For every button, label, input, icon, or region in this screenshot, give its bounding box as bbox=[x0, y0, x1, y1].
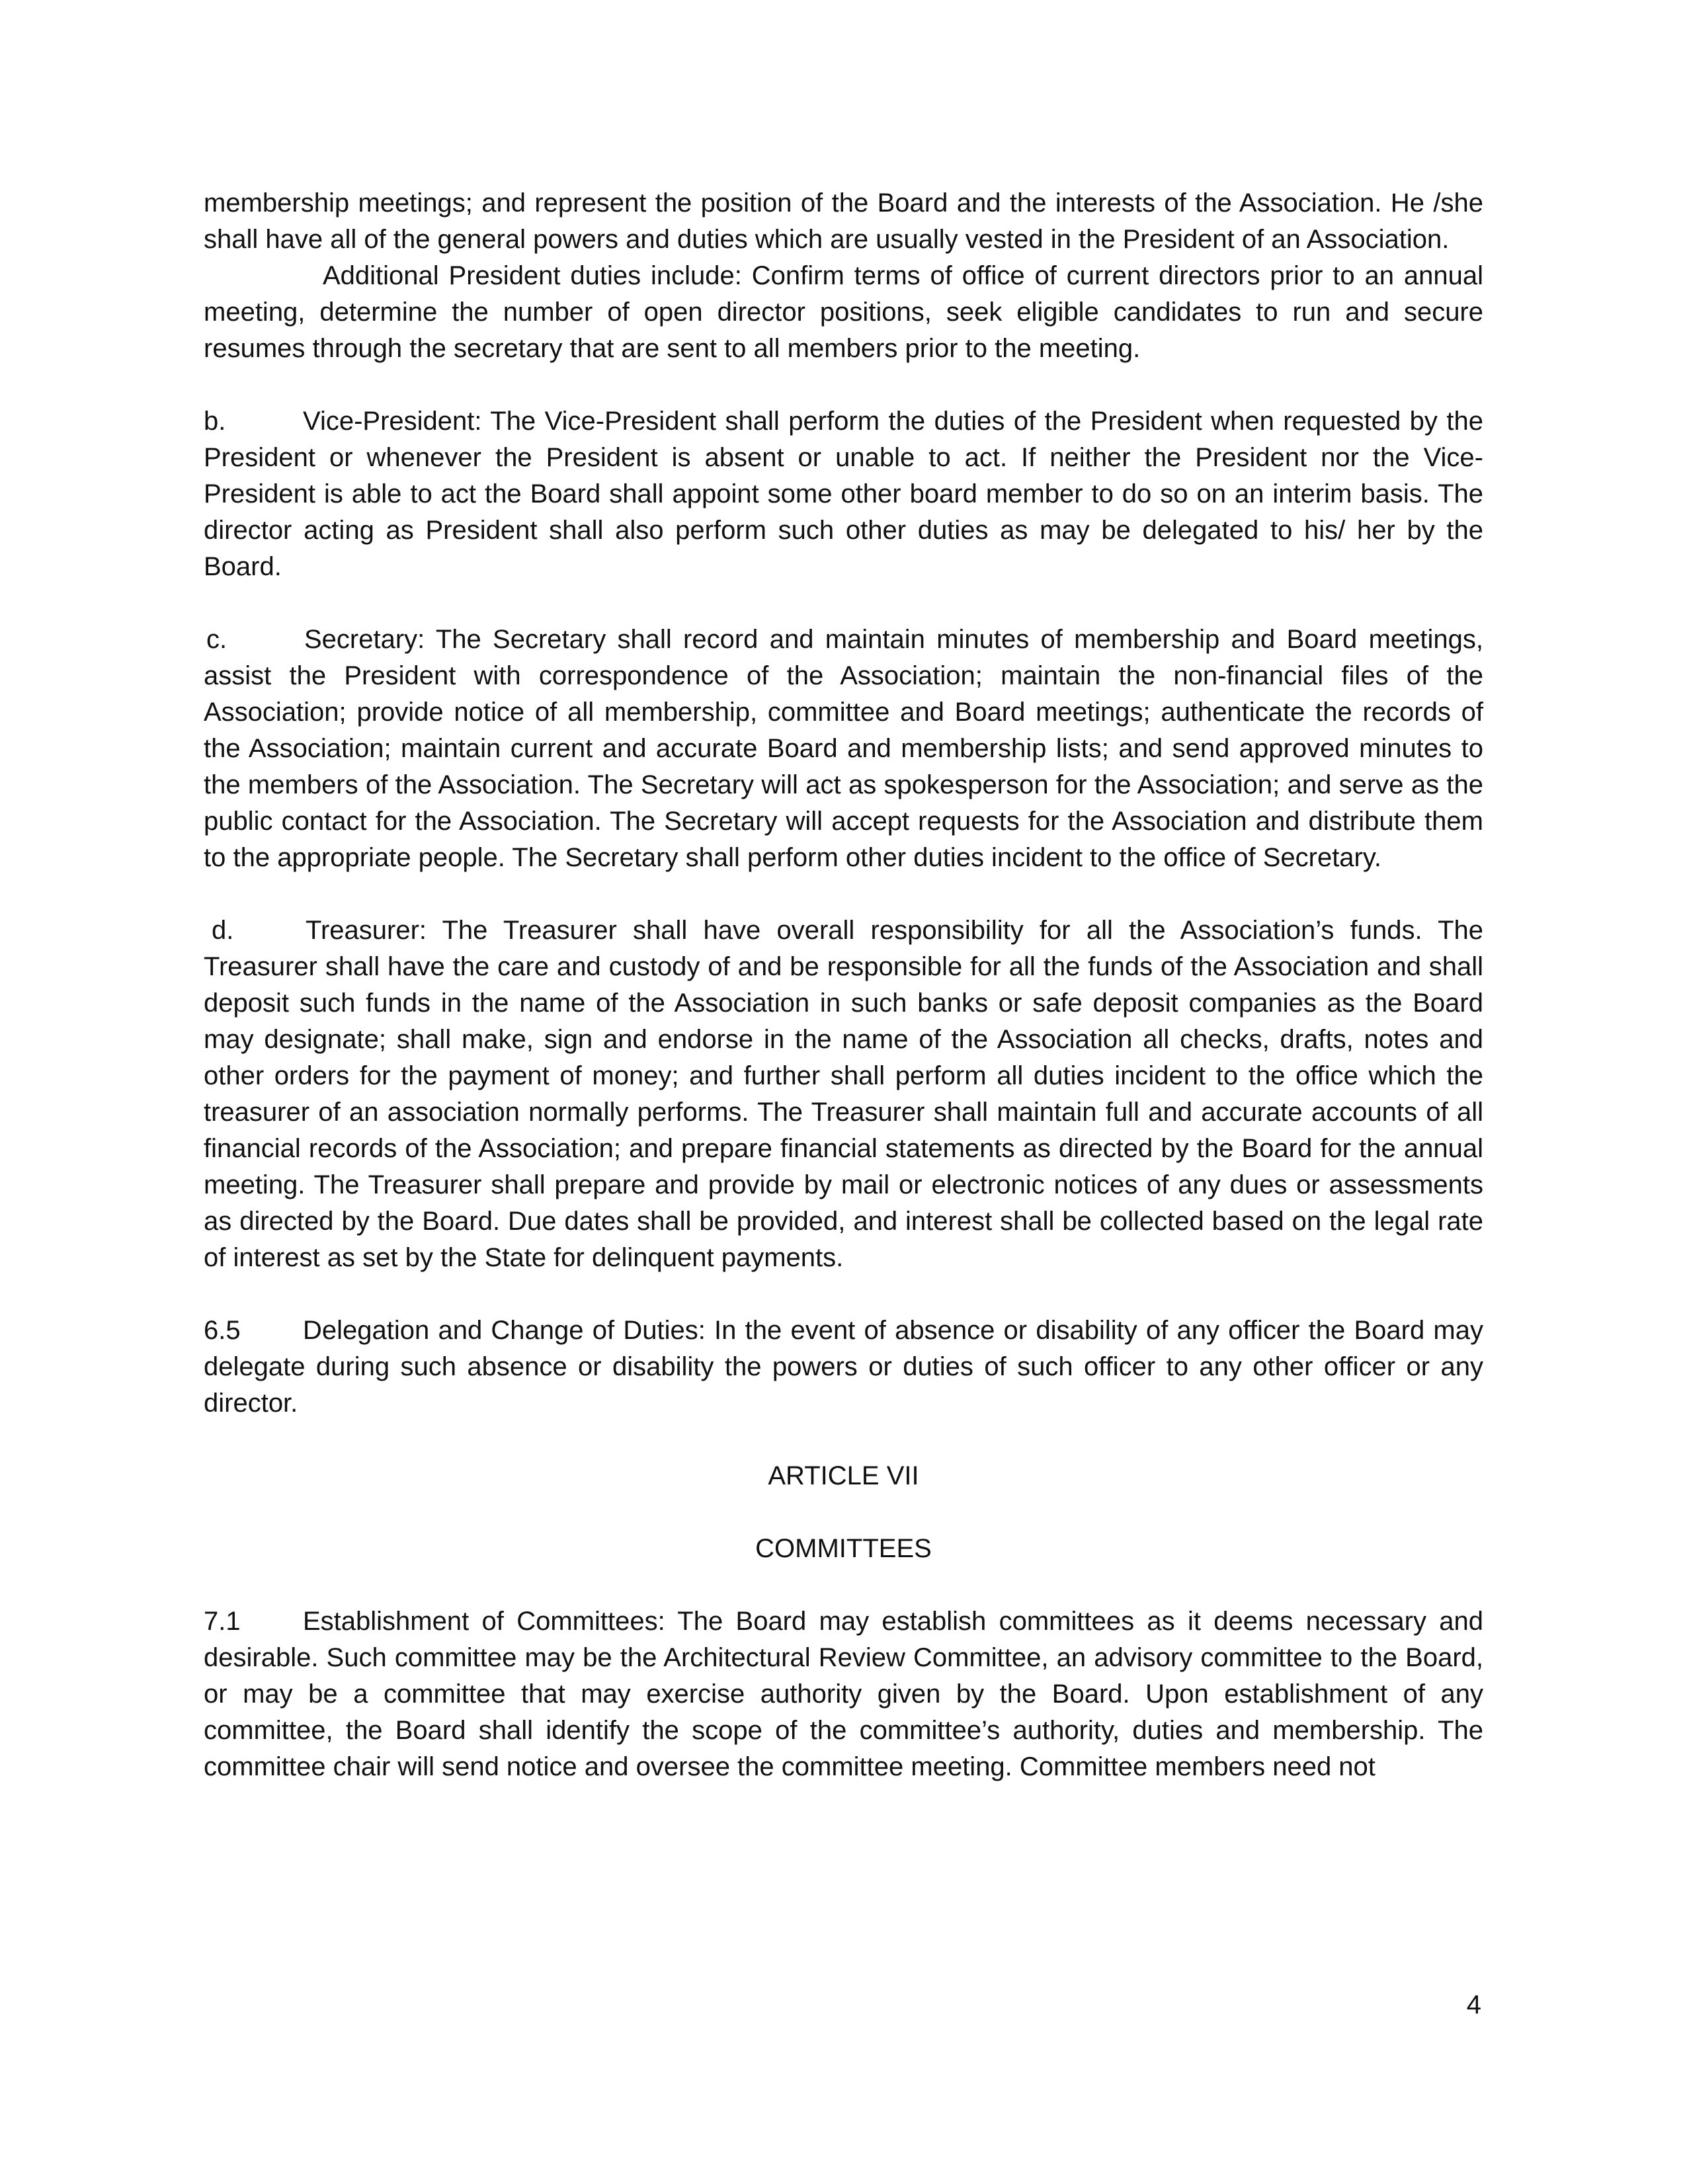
article-title: COMMITTEES bbox=[755, 1534, 932, 1563]
section-6-5-delegation bbox=[204, 1313, 1483, 1422]
paragraph-president-continuation: membership meetings; and represent the position of the Board and the interests of the Association. He /she shall have all of the general powers and duties which are usually vested in the President of an Association. bbox=[204, 188, 1483, 254]
section-text: Secretary: The Secretary shall record and maintain minutes of membership and Board meetings, assist the President with correspondence of the Association; maintain the non-financial files of the Association; provide notice of all membership, committee and Board meetings; authenticate the records of the Association; maintain current and accurate Board and membership lists; and send approved minutes to the members of the Association. The Secretary will act as spokesperson for the Association; and serve as the public contact for the Association. The Secretary will accept requests for the Association and distribute them to the appropriate people. The Secretary shall perform other duties incident to the office of Secretary. bbox=[204, 625, 1483, 872]
section-text: Vice-President: The Vice-President shall perform the duties of the President when requested by the President or whenever the President is absent or unable to act. If neither the President nor the Vice-President is able to act the Board shall appoint some other board member to do so on an interim basis. The director acting as President shall also perform such other duties as may be delegated to his/ her by the Board. bbox=[204, 407, 1483, 581]
document-body bbox=[204, 185, 1483, 1785]
article-heading: ARTICLE VII bbox=[768, 1461, 919, 1490]
paragraph-additional-president-duties: Additional President duties include: Confirm terms of office of current directors prior to an annual meeting, determine the number of open director positions, seek eligible candidates to run and secure resumes through the secretary that are sent to all members prior to the meeting. bbox=[204, 261, 1483, 363]
section-text: Establishment of Committees: The Board may establish committees as it deems necessary and desirable. Such committee may be the Architectural Review Committee, an advisory committee to the Board, or may be a committee that may exercise authority given by the Board. Upon establishment of any committee, the Board shall identify the scope of the committee’s authority, duties and membership. The committee chair will send notice and oversee the committee meeting. Committee members need not bbox=[204, 1607, 1483, 1781]
section-d-treasurer bbox=[204, 912, 1483, 1276]
section-7-1-committees bbox=[204, 1603, 1483, 1785]
section-c-secretary bbox=[204, 622, 1483, 876]
page-number: 4 bbox=[1466, 1990, 1481, 2019]
section-marker: 7.1 bbox=[204, 1607, 241, 1636]
section-text: Treasurer: The Treasurer shall have overall responsibility for all the Association’s funds. The Treasurer shall have the care and custody of and be responsible for all the funds of the Association and shall deposit such funds in the name of the Association in such banks or safe deposit companies as the Board may designate; shall make, sign and endorse in the name of the Association all checks, drafts, notes and other orders for the payment of money; and further shall perform all duties incident to the office which the treasurer of an association normally performs. The Treasurer shall maintain full and accurate accounts of all financial records of the Association; and prepare financial statements as directed by the Board for the annual meeting. The Treasurer shall prepare and provide by mail or electronic notices of any dues or assessments as directed by the Board. Due dates shall be provided, and interest shall be collected based on the legal rate of interest as set by the State for delinquent payments. bbox=[204, 916, 1483, 1272]
section-marker: b. bbox=[204, 407, 226, 436]
section-marker: c. bbox=[206, 625, 227, 654]
section-marker: d. bbox=[212, 916, 234, 945]
section-b-vice-president bbox=[204, 403, 1483, 585]
section-marker: 6.5 bbox=[204, 1316, 241, 1345]
section-text: Delegation and Change of Duties: In the event of absence or disability of any officer the Board may delegate during such absence or disability the powers or duties of such officer to any other officer or any director. bbox=[204, 1316, 1483, 1418]
